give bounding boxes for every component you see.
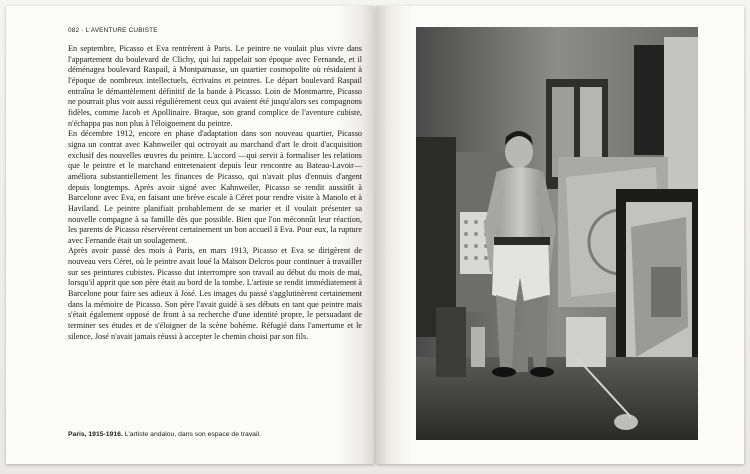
body-text xyxy=(68,44,362,342)
paragraph-3: Après avoir passé des mois à Paris, en mars 1913, Picasso et Eva se dirigèrent de nouveau vers Céret, où le peintre avait loué la Maison Delcros pour continuer à travailler sur ses peintures cubistes. Picasso dut interrompre son travail au début du mois de mai, lorsqu'il apprit que son père était au bord de la tombe. L'artiste se rendit immédiatement à Barcelone pour faire ses adieux à José. Les images du passé s'agglutinèrent certainement dans la mémoire de Picasso. Son père l'avait guidé à ses débuts en tant que peintre mais s'était également opposé de front à sa recherche d'une identité propre, le persuadant de terminer ses études et de s'éloigner de la scène bohème. Réfugié dans l'amertume et le silence, José n'avait jamais réussi à accepter le chemin choisi par son fils. xyxy=(68,246,362,341)
caption-text: L'artiste andalou, dans son espace de travail. xyxy=(122,431,261,438)
caption-date: Paris, 1915-1916. xyxy=(68,431,123,438)
photo-caption xyxy=(68,431,362,438)
left-page xyxy=(6,6,374,464)
paragraph-2: En décembre 1912, encore en phase d'adaptation dans son nouveau quartier, Picasso signa un contrat avec Kahnweiler qui octroyait au marchand d'art le droit d'acquisition exclusif des nouvelles œuvres du peintre. L'accord —qui servit à formaliser les relations que le peintre et le marchand entretenaient depuis leur rencontre au Bateau-Lavoir— améliora substantiellement les finances de Picasso, qui n'avait plus d'ennuis d'argent depuis longtemps. Après avoir signé avec Kahnweiler, Picasso se rendit aussitôt à Barcelone avec Eva, en faisant une brève escale à Céret pour rendre visite à Manolo et à Haviland. Le peintre planifiait probablement de se marier et il voulait présenter sa nouvelle compagne à sa famille dès que possible. Bien que l'on méconnût leur réaction, les parents de Picasso réservèrent certainement un bon accueil à Eva. Pour eux, la rupture avec Fernande était un soulagement. xyxy=(68,129,362,245)
photo-illustration xyxy=(416,27,698,440)
right-page xyxy=(376,6,744,464)
studio-photograph xyxy=(416,27,698,440)
running-head: 082 · L'AVENTURE CUBISTE xyxy=(68,27,158,34)
paragraph-1: En septembre, Picasso et Eva rentrèrent à Paris. Le peintre ne voulait plus vivre dans l'appartement du boulevard de Clichy, qui lui rappelait son époque avec Fernande, et il déménagea boulevard Raspail, à Montparnasse, un quartier cosmopolite où résidaient à l'époque de nombreux intellectuels, écrivains et peintres. Le départ boulevard Raspail entraîna le démantèlement définitif de la bande à Picasso. Loin de Montmartre, Picasso ne pourrait plus voir aussi régulièrement ceux qui avaient été jusqu'alors ses compagnons fidèles, comme Jacob et Apollinaire. Braque, son grand complice de l'aventure cubiste, n'échappa pas non plus à l'éloignement du peintre. xyxy=(68,44,362,128)
